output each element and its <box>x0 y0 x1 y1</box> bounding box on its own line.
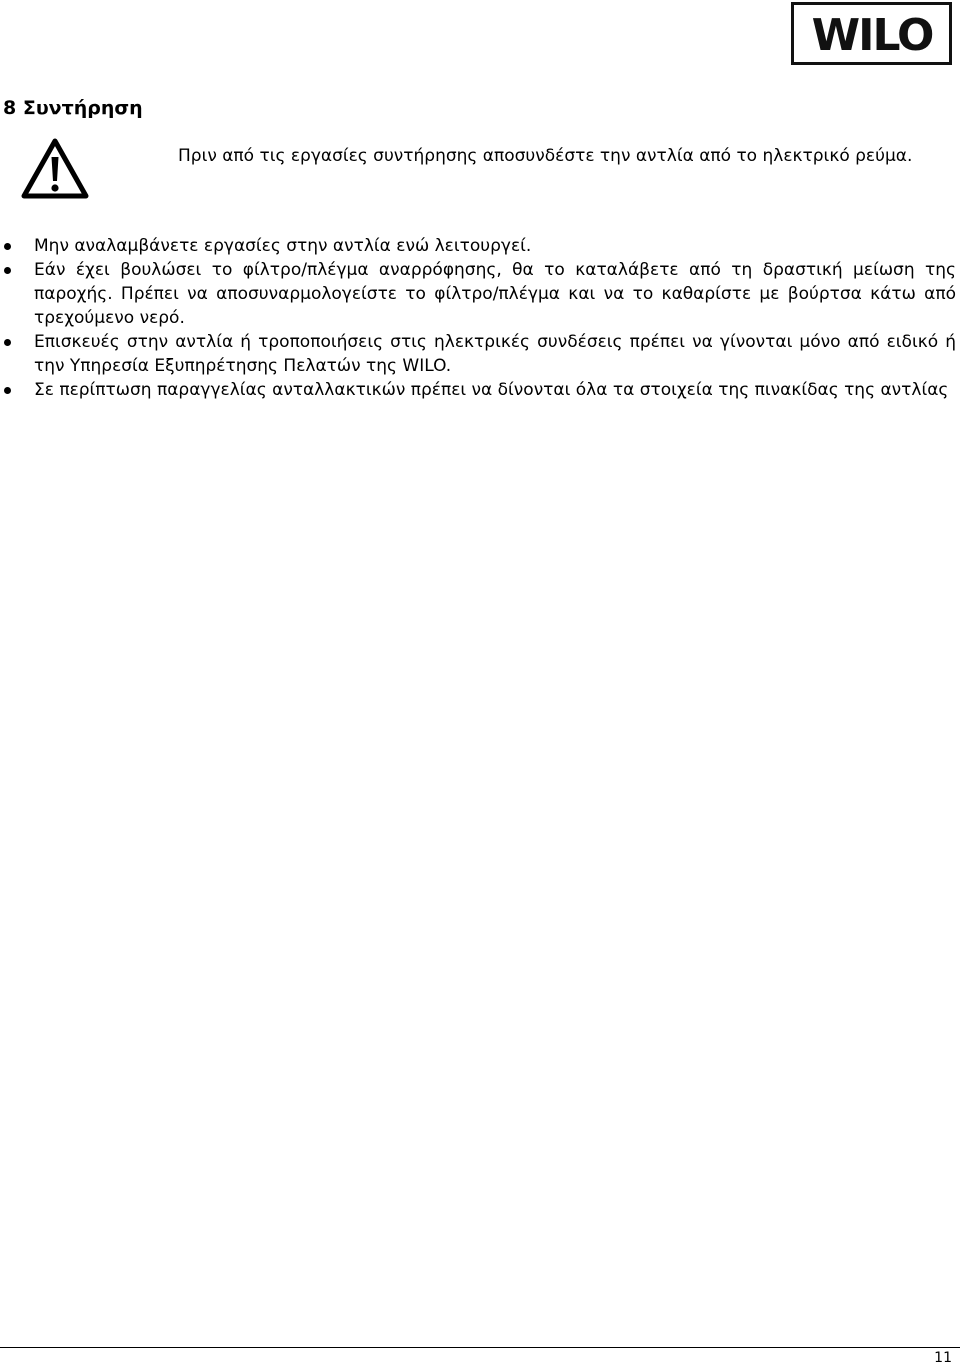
section-title: 8 Συντήρηση <box>3 97 143 119</box>
wilo-logo <box>791 2 952 65</box>
bullet-icon <box>4 339 11 346</box>
warning-text: Πριν από τις εργασίες συντήρησης αποσυνδέστε την αντλία από το ηλεκτρικό ρεύμα. <box>178 146 913 166</box>
footer-divider <box>0 1347 960 1348</box>
list-item <box>0 258 956 330</box>
bullet-icon <box>4 243 11 250</box>
list-item <box>0 330 956 378</box>
list-item-text: Επισκευές στην αντλία ή τροποποιήσεις στις ηλεκτρικές συνδέσεις πρέπει να γίνονται μόνο από ειδικό ή την Υπηρεσία Εξυπηρέτησης Πελατών της WILO. <box>34 332 956 376</box>
warning-triangle-icon <box>20 137 90 201</box>
list-item <box>0 378 956 402</box>
list-item-text: Μην αναλαμβάνετε εργασίες στην αντλία ενώ λειτουργεί. <box>34 236 532 256</box>
maintenance-bullet-list <box>0 234 956 402</box>
list-item <box>0 234 956 258</box>
list-item-text: Εάν έχει βουλώσει το φίλτρο/πλέγμα αναρρόφησης, θα το καταλάβετε από τη δραστική μείωση της παροχής. Πρέπει να αποσυναρμολογείστε το φίλτρο/πλέγμα και να το καθαρίστε με βούρτσα κάτω από τρεχούμενο νερό. <box>34 260 956 328</box>
bullet-icon <box>4 387 11 394</box>
page-number: 11 <box>934 1350 952 1366</box>
bullet-icon <box>4 267 11 274</box>
wilo-logo-wordmark <box>797 10 947 58</box>
logo-text: WILO <box>811 9 932 58</box>
list-item-text: Σε περίπτωση παραγγελίας ανταλλακτικών πρέπει να δίνονται όλα τα στοιχεία της πινακίδας της αντλίας <box>34 380 949 400</box>
